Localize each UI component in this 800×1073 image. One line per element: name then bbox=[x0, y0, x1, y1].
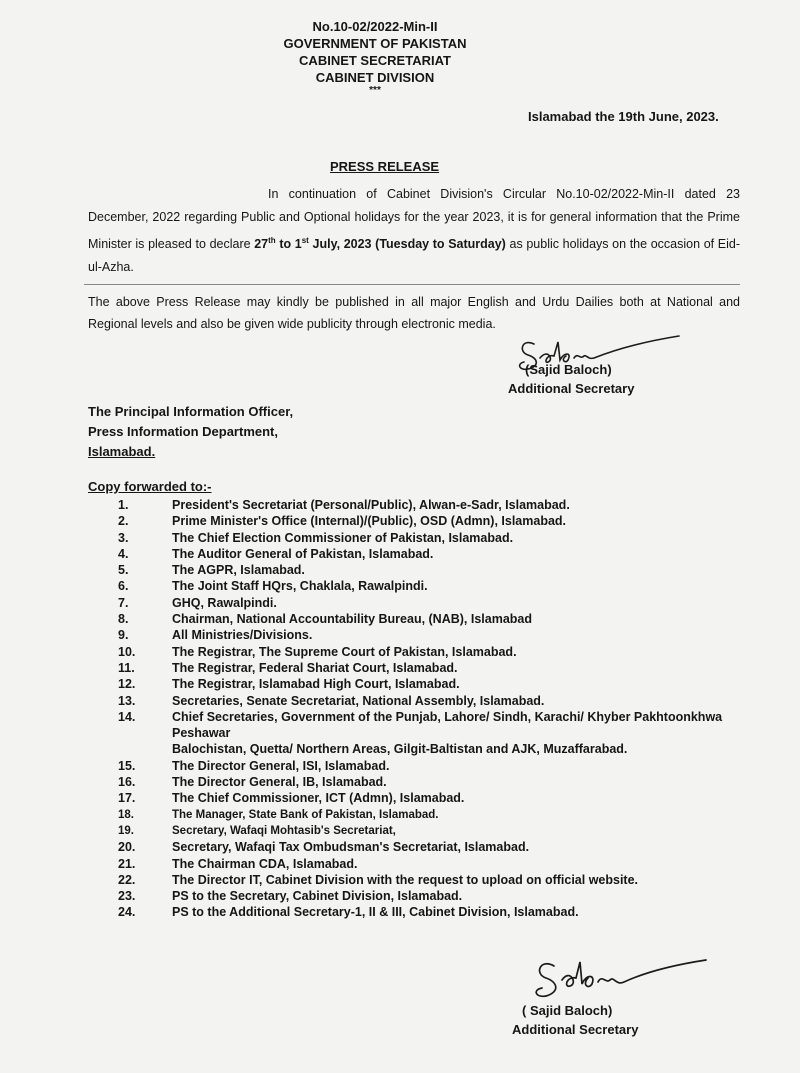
item-text: The Registrar, Federal Shariat Court, Islamabad. bbox=[172, 660, 458, 675]
item-number: 19. bbox=[118, 824, 134, 837]
list-item bbox=[118, 497, 738, 513]
list-item bbox=[118, 807, 738, 823]
press-release-paragraph bbox=[88, 183, 740, 279]
item-text-line-1: Chief Secretaries, Government of the Punjab, Lahore/ Sindh, Karachi/ Khyber Pakhtoonkhwa Peshawar bbox=[172, 709, 723, 741]
list-item bbox=[118, 872, 738, 888]
addressee-block bbox=[88, 402, 293, 462]
signatory-block-2 bbox=[512, 1001, 638, 1039]
letterhead bbox=[250, 18, 500, 96]
list-item bbox=[118, 660, 738, 676]
list-item bbox=[118, 627, 738, 643]
item-text: The Registrar, Islamabad High Court, Islamabad. bbox=[172, 677, 460, 692]
item-text: Secretary, Wafaqi Tax Ombudsman's Secretariat, Islamabad. bbox=[172, 840, 530, 855]
signatory-designation: Additional Secretary bbox=[508, 381, 635, 396]
paragraph-text-a: In continuation of Cabinet Division's Circular No.10-02/2022-Min-II dated 23 December, 2022 regarding Public and Optional holidays for the year 2023, it is for general information that the Prime Minister is pleased to declare bbox=[88, 187, 740, 252]
item-number: 14. bbox=[118, 709, 136, 724]
signature-2 bbox=[530, 950, 710, 1000]
item-number: 10. bbox=[118, 644, 136, 659]
item-number: 22. bbox=[118, 872, 136, 887]
list-item bbox=[118, 709, 738, 758]
item-text: The AGPR, Islamabad. bbox=[172, 563, 305, 578]
item-number: 20. bbox=[118, 840, 136, 855]
list-item bbox=[118, 578, 738, 594]
item-number: 17. bbox=[118, 791, 136, 806]
item-number: 21. bbox=[118, 856, 136, 871]
item-number: 15. bbox=[118, 758, 136, 773]
item-text: The Chief Commissioner, ICT (Admn), Islamabad. bbox=[172, 791, 465, 806]
document-title: PRESS RELEASE bbox=[330, 159, 440, 174]
item-number: 5. bbox=[118, 563, 129, 578]
item-text-line-2: Balochistan, Quetta/ Northern Areas, Gilgit-Baltistan and AJK, Muzaffarabad. bbox=[172, 742, 628, 757]
copy-forwarded-title: Copy forwarded to:- bbox=[88, 479, 212, 494]
list-item bbox=[118, 644, 738, 660]
item-text: The Joint Staff HQrs, Chaklala, Rawalpindi. bbox=[172, 579, 428, 594]
issue-date: Islamabad the 19th June, 2023. bbox=[528, 109, 719, 124]
item-text: PS to the Additional Secretary-1, II & III, Cabinet Division, Islamabad. bbox=[172, 905, 579, 920]
item-number: 16. bbox=[118, 775, 136, 790]
item-text: GHQ, Rawalpindi. bbox=[172, 595, 277, 610]
item-number: 13. bbox=[118, 693, 136, 708]
header-stars: *** bbox=[369, 85, 381, 96]
item-text: All Ministries/Divisions. bbox=[172, 628, 313, 643]
item-text: The Registrar, The Supreme Court of Pakistan, Islamabad. bbox=[172, 644, 517, 659]
item-text bbox=[172, 709, 738, 758]
list-item bbox=[118, 856, 738, 872]
list-item bbox=[118, 611, 738, 627]
holiday-dates bbox=[254, 237, 506, 251]
divider-line bbox=[84, 284, 740, 285]
start-day: 27 bbox=[254, 237, 269, 252]
addressee-line-1: The Principal Information Officer, bbox=[88, 404, 294, 419]
item-text: The Director General, IB, Islamabad. bbox=[172, 775, 387, 790]
list-item bbox=[118, 888, 738, 904]
division-name: CABINET DIVISION bbox=[315, 70, 435, 85]
item-number: 9. bbox=[118, 628, 129, 643]
item-number: 24. bbox=[118, 905, 136, 920]
item-text: The Director IT, Cabinet Division with the request to upload on official website. bbox=[172, 872, 639, 887]
list-item bbox=[118, 774, 738, 790]
item-number: 2. bbox=[118, 514, 129, 529]
item-text: Secretary, Wafaqi Mohtasib's Secretariat, bbox=[172, 824, 396, 837]
item-text: The Manager, State Bank of Pakistan, Islamabad. bbox=[172, 808, 439, 821]
end-month-year: July, 2023 (Tuesday to Saturday) bbox=[308, 237, 506, 252]
item-number: 4. bbox=[118, 546, 129, 561]
item-text: The Director General, ISI, Islamabad. bbox=[172, 758, 390, 773]
item-text: PS to the Secretary, Cabinet Division, Islamabad. bbox=[172, 889, 463, 904]
item-number: 1. bbox=[118, 498, 129, 512]
item-text: Secretaries, Senate Secretariat, National Assembly, Islamabad. bbox=[172, 693, 545, 708]
list-item bbox=[118, 904, 738, 920]
list-item bbox=[118, 790, 738, 806]
copy-forwarded-list bbox=[118, 497, 738, 921]
paragraph-text-b: as public holidays on the occasion of Eid-ul-Azha. bbox=[88, 237, 741, 275]
list-item bbox=[118, 758, 738, 774]
item-number: 7. bbox=[118, 595, 129, 610]
reference-number: No.10-02/2022-Min-II bbox=[312, 19, 438, 34]
date-separator: to bbox=[275, 237, 295, 252]
list-item bbox=[118, 562, 738, 578]
end-day: 1 bbox=[294, 237, 302, 252]
list-item bbox=[118, 513, 738, 529]
item-number: 12. bbox=[118, 677, 136, 692]
item-text: President's Secretariat (Personal/Public), Alwan-e-Sadr, Islamabad. bbox=[172, 498, 570, 512]
secretariat-name: CABINET SECRETARIAT bbox=[299, 53, 451, 68]
item-number: 11. bbox=[118, 660, 135, 675]
addressee-line-2: Press Information Department, bbox=[88, 424, 278, 439]
signatory-name: ( Sajid Baloch) bbox=[522, 1003, 613, 1018]
list-item bbox=[118, 530, 738, 546]
item-number: 23. bbox=[118, 889, 136, 904]
item-number: 6. bbox=[118, 579, 129, 594]
end-day-suffix: st bbox=[301, 236, 309, 245]
government-name: GOVERNMENT OF PAKISTAN bbox=[283, 36, 467, 51]
item-text: The Auditor General of Pakistan, Islamabad. bbox=[172, 546, 434, 561]
start-day-suffix: th bbox=[268, 236, 276, 245]
item-text: Prime Minister's Office (Internal)/(Public), OSD (Admn), Islamabad. bbox=[172, 514, 567, 529]
item-text: The Chairman CDA, Islamabad. bbox=[172, 856, 358, 871]
list-item bbox=[118, 823, 738, 839]
item-number: 18. bbox=[118, 808, 134, 821]
item-text: Chairman, National Accountability Bureau, (NAB), Islamabad bbox=[172, 612, 533, 627]
item-number: 8. bbox=[118, 612, 129, 627]
list-item bbox=[118, 839, 738, 855]
item-text: The Chief Election Commissioner of Pakistan, Islamabad. bbox=[172, 530, 514, 545]
list-item bbox=[118, 595, 738, 611]
publication-request-paragraph: The above Press Release may kindly be published in all major English and Urdu Dailies both at National and Regional levels and also be given wide publicity through electronic media. bbox=[88, 295, 740, 331]
list-item bbox=[118, 546, 738, 562]
addressee-line-3: Islamabad. bbox=[88, 444, 156, 459]
list-item bbox=[118, 693, 738, 709]
signatory-block-1 bbox=[508, 360, 634, 398]
list-item bbox=[118, 676, 738, 692]
signatory-name: (Sajid Baloch) bbox=[525, 362, 612, 377]
signatory-designation: Additional Secretary bbox=[512, 1022, 639, 1037]
item-number: 3. bbox=[118, 530, 129, 545]
